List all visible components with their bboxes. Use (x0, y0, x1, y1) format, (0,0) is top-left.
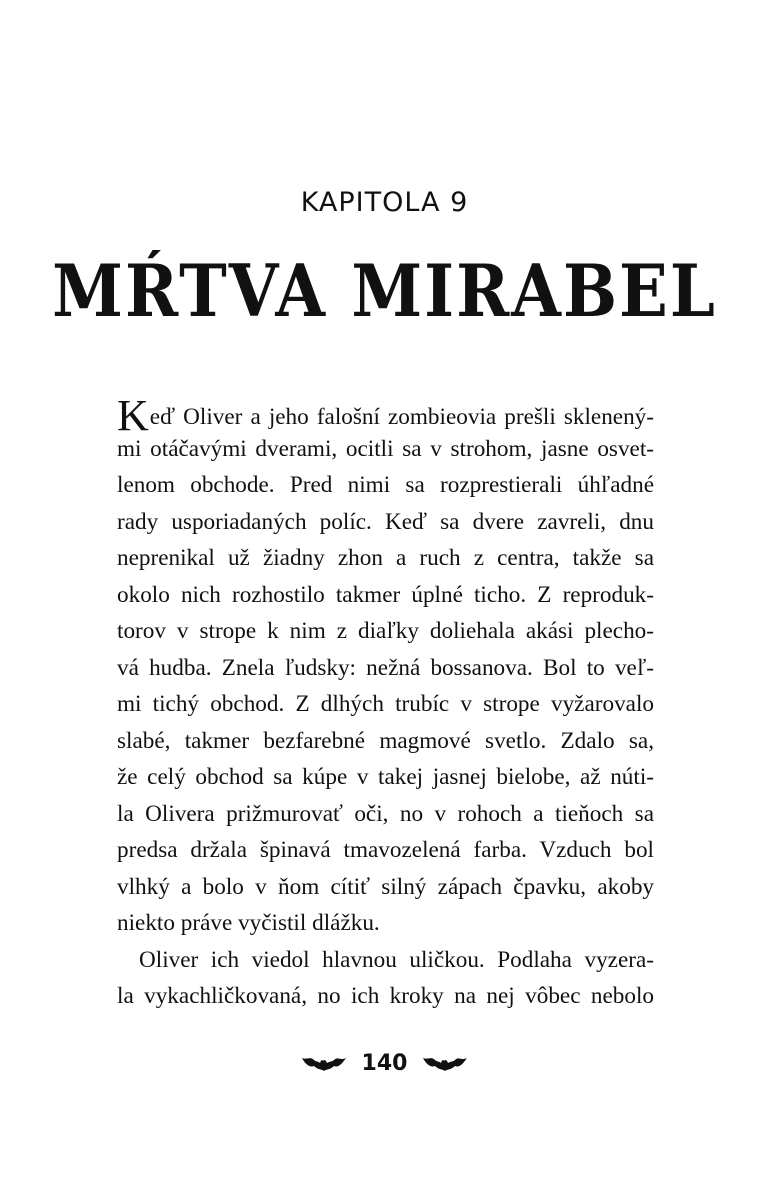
paragraph-line: predsa držala špinavá tmavozelená farba. Vzduch bol (117, 837, 654, 863)
paragraph-line: neprenikal už žiadny zhon a ruch z centra, takže sa (117, 545, 654, 571)
paragraph-line: Oliver ich viedol hlavnou uličkou. Podlaha vyzera- (139, 946, 654, 973)
drop-cap: K (117, 391, 149, 440)
paragraph-line: mi otáčavými dverami, ocitli sa v strohom, jasne osvet- (117, 435, 654, 462)
chapter-title: MŔTVA MIRABEL (52, 250, 717, 334)
paragraph-line: la vykachličkovaná, no ich kroky na nej vôbec nebolo (117, 983, 654, 1009)
paragraph-line: že celý obchod sa kúpe v takej jasnej bielobe, až núti- (117, 764, 654, 790)
bat-icon (300, 1052, 348, 1074)
paragraph-line: slabé, takmer bezfarebné magmové svetlo. Zdalo sa, (117, 727, 654, 754)
body-text (117, 391, 654, 1015)
paragraph-line: mi tichý obchod. Z dlhých trubíc v strope vyžarovalo (117, 691, 654, 717)
page-footer (0, 1048, 769, 1078)
paragraph-line: vá hudba. Znela ľudsky: nežná bossanova. Bol to veľ- (117, 654, 654, 681)
paragraph-line: okolo nich rozhostilo takmer úplné ticho. Z reproduk- (117, 581, 654, 608)
bat-icon (421, 1052, 469, 1074)
chapter-label: KAPITOLA 9 (300, 187, 469, 218)
paragraph-line: rady usporiadaných políc. Keď sa dvere zavreli, dnu (117, 508, 654, 535)
paragraph-line: lenom obchode. Pred nimi sa rozprestierali úhľadné (117, 472, 654, 498)
page-number: 140 (361, 1050, 408, 1076)
paragraph-line: niekto práve vyčistil dlážku. (117, 910, 380, 936)
paragraph-line: la Olivera prižmurovať oči, no v rohoch a tieňoch sa (117, 800, 654, 827)
paragraph-line: vlhký a bolo v ňom cítiť silný zápach čpavku, akoby (117, 873, 654, 900)
paragraph-line: torov v strope k nim z diaľky doliehala akási plecho- (117, 618, 654, 644)
paragraph-line: Keď Oliver a jeho falošní zombieovia prešli sklenený- (117, 391, 654, 440)
